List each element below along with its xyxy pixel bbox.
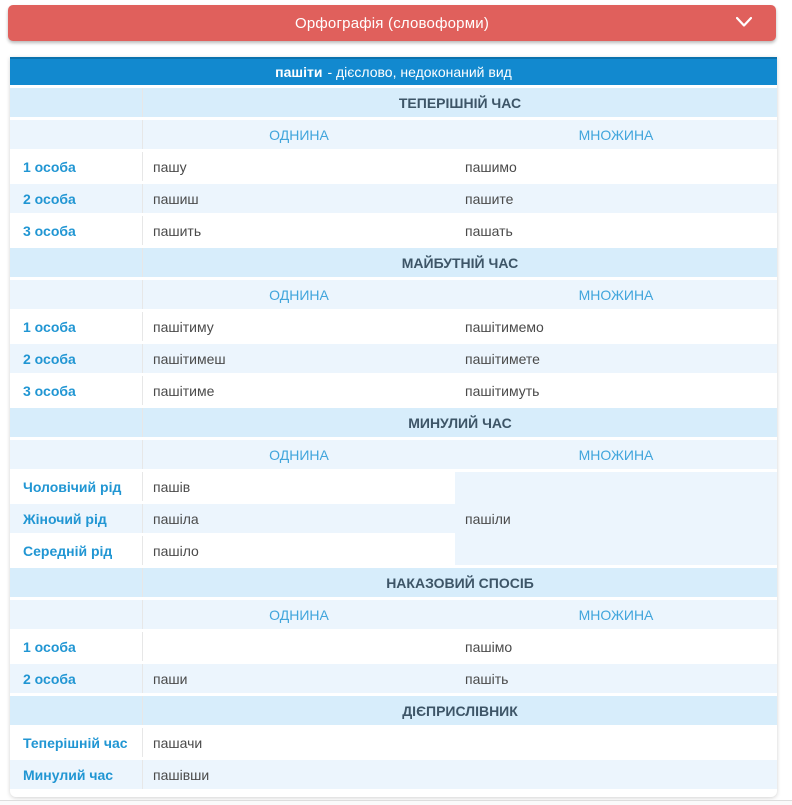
entry-header: [10, 57, 777, 85]
row-label: 1 особа: [10, 152, 143, 181]
table-row: [10, 344, 777, 373]
word-forms-card: [10, 57, 777, 797]
table-row: [10, 184, 777, 213]
table-row: [10, 312, 777, 341]
table-row: [10, 152, 777, 181]
table-row: [10, 216, 777, 245]
table-row: [10, 632, 777, 661]
gutter-cell: [10, 120, 143, 149]
form-value: пашачи: [153, 734, 203, 751]
section-title: ТЕПЕРІШНІЙ ЧАС: [143, 88, 777, 117]
singular-value: пашу: [153, 158, 187, 175]
col-singular: ОДНИНА: [143, 440, 455, 469]
singular-value: пашітимеш: [143, 344, 455, 373]
row-label: 2 особа: [10, 664, 143, 693]
gutter-cell: [10, 440, 143, 469]
col-plural: МНОЖИНА: [455, 600, 777, 629]
gutter-cell: [10, 248, 143, 277]
row-label: Минулий час: [10, 760, 143, 789]
plural-value: пашать: [465, 222, 513, 239]
row-label: 3 особа: [10, 376, 143, 405]
col-singular: ОДНИНА: [143, 600, 455, 629]
table-row: [10, 376, 777, 405]
row-label: 1 особа: [10, 632, 143, 661]
col-singular: ОДНИНА: [143, 280, 455, 309]
plural-value: пашите: [455, 184, 777, 213]
plural-value: пашітимете: [455, 344, 777, 373]
singular-value: паши: [143, 664, 455, 693]
chevron-down-icon: [736, 16, 752, 28]
singular-value: пашиш: [143, 184, 455, 213]
number-subheader-row: [10, 440, 777, 469]
col-plural: МНОЖИНА: [455, 280, 777, 309]
row-label: Середній рід: [10, 536, 143, 565]
gutter-cell: [10, 280, 143, 309]
row-label: Теперішній час: [10, 728, 143, 757]
accordion-title: Орфографія (словоформи): [294, 14, 490, 32]
section-title: ДІЄПРИСЛІВНИК: [143, 696, 777, 725]
table-row: [10, 728, 777, 757]
headword: пашіти: [275, 64, 323, 80]
gutter-cell: [10, 568, 143, 597]
singular-value: [143, 632, 455, 661]
col-plural: МНОЖИНА: [455, 120, 777, 149]
singular-value: пашить: [153, 222, 202, 239]
row-label: 1 особа: [10, 312, 143, 341]
gutter-cell: [10, 408, 143, 437]
section-header-row: [10, 568, 777, 597]
next-card-top-edge: [0, 800, 792, 805]
number-subheader-row: [10, 280, 777, 309]
plural-value: пашітимуть: [465, 382, 540, 399]
headword-description: - дієслово, недоконаний вид: [327, 64, 512, 80]
section-header-row: [10, 408, 777, 437]
row-label: 3 особа: [10, 216, 143, 245]
row-label: Жіночий рід: [10, 504, 143, 533]
gutter-cell: [10, 88, 143, 117]
section-title: МАЙБУТНІЙ ЧАС: [143, 248, 777, 277]
gutter-cell: [10, 600, 143, 629]
singular-value: пашітиме: [153, 382, 215, 399]
section-header-row: [10, 248, 777, 277]
col-plural: МНОЖИНА: [455, 440, 777, 469]
section-header-row: [10, 88, 777, 117]
row-label: 2 особа: [10, 184, 143, 213]
table-row: [10, 760, 777, 789]
section-header-row: [10, 696, 777, 725]
singular-value: пашіло: [153, 542, 199, 559]
singular-value: пашітиму: [153, 318, 214, 335]
table-row: [10, 664, 777, 693]
accordion-header-orthography[interactable]: [8, 5, 776, 41]
singular-value: пашів: [153, 478, 191, 495]
number-subheader-row: [10, 600, 777, 629]
row-label: Чоловічий рід: [10, 472, 143, 501]
row-label: 2 особа: [10, 344, 143, 373]
plural-value: пашітимемо: [465, 318, 544, 335]
plural-value: пашіть: [455, 664, 777, 693]
word-forms-table: [10, 85, 777, 792]
section-title: МИНУЛИЙ ЧАС: [143, 408, 777, 437]
number-subheader-row: [10, 120, 777, 149]
gutter-cell: [10, 696, 143, 725]
plural-value: пашімо: [465, 638, 513, 655]
plural-merged-value: пашіли: [455, 472, 777, 565]
plural-value: пашимо: [465, 158, 517, 175]
col-singular: ОДНИНА: [143, 120, 455, 149]
table-row: [10, 472, 777, 501]
singular-value: пашіла: [143, 504, 455, 533]
form-value: пашівши: [143, 760, 777, 789]
section-title: НАКАЗОВИЙ СПОСІБ: [143, 568, 777, 597]
